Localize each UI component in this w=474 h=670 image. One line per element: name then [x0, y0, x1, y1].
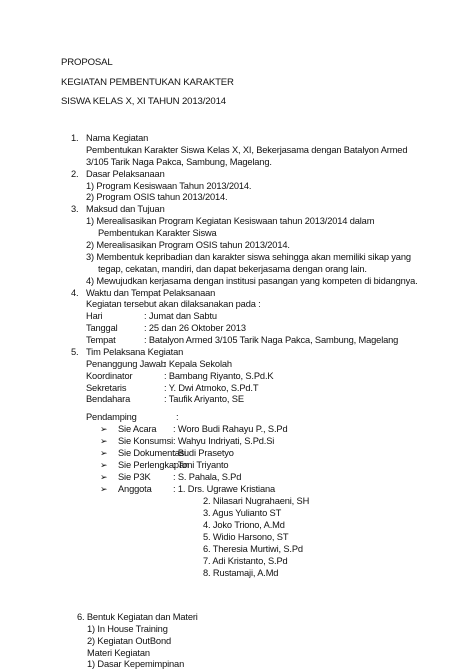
field-value: : Y. Dwi Atmoko, S.Pd.T	[164, 383, 259, 393]
section-4-number: 4.	[71, 288, 79, 298]
list-item: 2) Merealisasikan Program OSIS tahun 2013/2014.	[86, 240, 290, 250]
list-item: 1) Program Kesiswaan Tahun 2013/2014.	[86, 181, 252, 191]
sie-label: Anggota	[118, 484, 152, 494]
section-1-heading: Nama Kegiatan	[86, 133, 149, 143]
field-label: Penanggung Jawab	[86, 359, 166, 369]
section-5-heading: Tim Pelaksana Kegiatan	[86, 347, 184, 357]
pendamping-colon: :	[176, 412, 179, 422]
field-value: : Taufik Ariyanto, SE	[164, 394, 244, 404]
arrow-bullet-icon: ➢	[100, 448, 108, 458]
field-label: Tempat	[86, 335, 116, 345]
list-item: 3) Membentuk kepribadian dan karakter siswa sehingga akan memiliki sikap yang	[86, 252, 411, 262]
sie-value: : Toni Triyanto	[173, 460, 229, 470]
sie-value: : Budi Prasetyo	[173, 448, 234, 458]
field-value: : Batalyon Armed 3/105 Tarik Naga Pakca, Sambung, Magelang	[144, 335, 399, 345]
anggota-item: 7. Adi Kristanto, S.Pd	[203, 556, 288, 566]
section-5-number: 5.	[71, 347, 79, 357]
doc-subtitle-2: SISWA KELAS X, XI TAHUN 2013/2014	[61, 96, 226, 107]
section-2-heading: Dasar Pelaksanaan	[86, 169, 165, 179]
doc-title: PROPOSAL	[61, 57, 113, 68]
section-4-intro: Kegiatan tersebut akan dilaksanakan pada :	[86, 299, 261, 309]
arrow-bullet-icon: ➢	[100, 484, 108, 494]
arrow-bullet-icon: ➢	[100, 424, 108, 434]
sie-label: Sie Dokumentasi	[118, 448, 187, 458]
field-label: Hari	[86, 311, 103, 321]
list-item: 1) In House Training	[87, 624, 168, 634]
sie-label: Sie P3K	[118, 472, 151, 482]
field-label: Sekretaris	[86, 383, 127, 393]
list-item: 2) Program OSIS tahun 2013/2014.	[86, 192, 228, 202]
sie-label: Sie Acara	[118, 424, 157, 434]
list-item: 2) Kegiatan OutBond	[87, 636, 171, 646]
section-3-number: 3.	[71, 204, 79, 214]
sie-label: Sie Perlengkapan	[118, 460, 189, 470]
sie-value: : S. Pahala, S.Pd	[173, 472, 242, 482]
section-1-text: 3/105 Tarik Naga Pakca, Sambung, Magelang.	[86, 157, 272, 167]
field-value: : Bambang Riyanto, S.Pd.K	[164, 371, 274, 381]
section-2-number: 2.	[71, 169, 79, 179]
arrow-bullet-icon: ➢	[100, 436, 108, 446]
sie-label: Sie Konsumsi	[118, 436, 174, 446]
list-item: 1) Dasar Kepemimpinan	[87, 659, 185, 669]
anggota-item: 6. Theresia Murtiwi, S.Pd	[203, 544, 303, 554]
field-value: : Kepala Sekolah	[164, 359, 232, 369]
section-3-heading: Maksud dan Tujuan	[86, 204, 165, 214]
anggota-item: 8. Rustamaji, A.Md	[203, 568, 279, 578]
field-value: : Jumat dan Sabtu	[144, 311, 217, 321]
anggota-item: 5. Widio Harsono, ST	[203, 532, 289, 542]
field-label: Tanggal	[86, 323, 118, 333]
anggota-item: 3. Agus Yulianto ST	[203, 508, 282, 518]
arrow-bullet-icon: ➢	[100, 460, 108, 470]
list-item: 4) Mewujudkan kerjasama dengan institusi pasangan yang kompeten di bidangnya.	[86, 276, 418, 286]
section-1-number: 1.	[71, 133, 79, 143]
field-label: Koordinator	[86, 371, 133, 381]
anggota-item: 2. Nilasari Nugrahaeni, SH	[203, 496, 310, 506]
doc-subtitle-1: KEGIATAN PEMBENTUKAN KARAKTER	[61, 77, 234, 88]
section-1-text: Pembentukan Karakter Siswa Kelas X, XI, Bekerjasama dengan Batalyon Armed	[86, 145, 408, 155]
field-label: Bendahara	[86, 394, 131, 404]
list-item-continued: tegap, cekatan, mandiri, dan dapat bekerjasama dengan orang lain.	[98, 264, 367, 274]
list-item: 1) Merealisasikan Program Kegiatan Kesiswaan tahun 2013/2014 dalam	[86, 216, 375, 226]
list-item-continued: Pembentukan Karakter Siswa	[98, 228, 217, 238]
arrow-bullet-icon: ➢	[100, 472, 108, 482]
pendamping-label: Pendamping	[86, 412, 137, 422]
sie-value: : Wahyu Indriyati, S.Pd.Si	[173, 436, 275, 446]
materi-heading: Materi Kegiatan	[87, 648, 150, 658]
section-6-heading: 6. Bentuk Kegiatan dan Materi	[77, 612, 198, 622]
sie-value: : Woro Budi Rahayu P., S.Pd	[173, 424, 288, 434]
section-4-heading: Waktu dan Tempat Pelaksanaan	[86, 288, 216, 298]
anggota-item: 4. Joko Triono, A.Md	[203, 520, 285, 530]
sie-value: : 1. Drs. Ugrawe Kristiana	[173, 484, 276, 494]
field-value: : 25 dan 26 Oktober 2013	[144, 323, 246, 333]
